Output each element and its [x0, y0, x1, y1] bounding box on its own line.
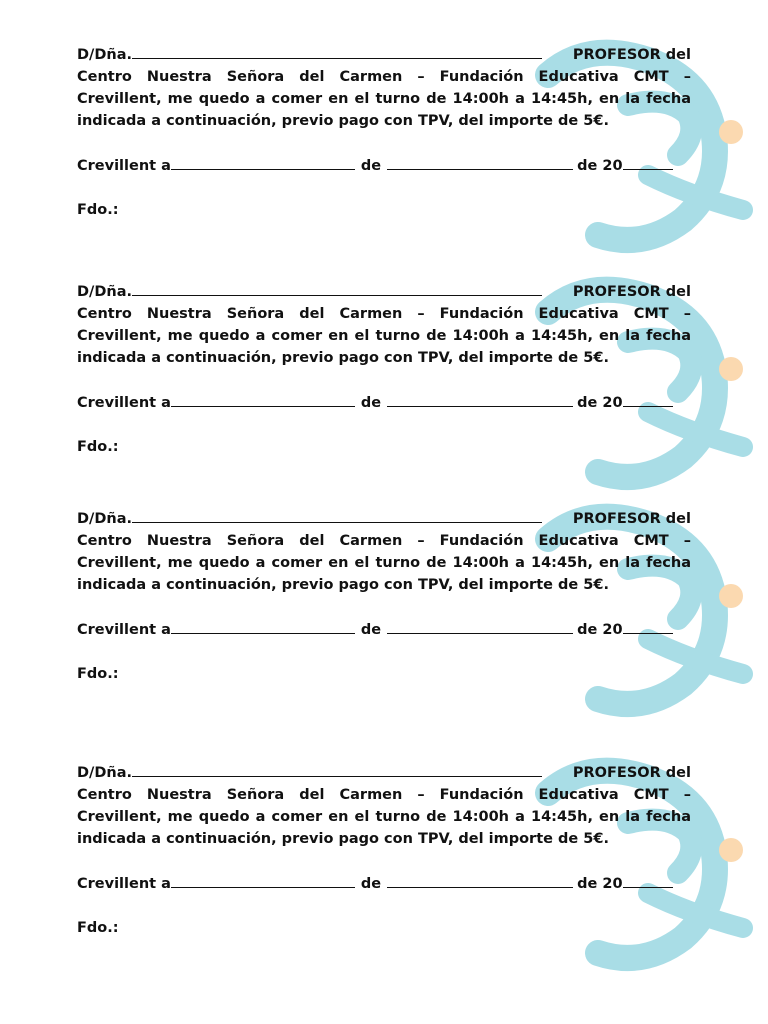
date-de: de: [360, 158, 382, 174]
profesor-label: PROFESOR del: [572, 511, 691, 527]
date-prefix: Crevillent a: [77, 158, 171, 174]
coupon-text: [77, 280, 691, 458]
dna-label: D/Dña.: [77, 47, 132, 63]
signature-label: Fdo.:: [77, 920, 119, 936]
date-year: de 20: [577, 158, 623, 174]
dna-label: D/Dña.: [77, 765, 132, 781]
name-blank: [132, 761, 542, 777]
month-blank: [387, 154, 573, 170]
coupon-3: [0, 499, 768, 729]
year-blank: [623, 154, 673, 170]
year-blank: [623, 618, 673, 634]
signature-label: Fdo.:: [77, 439, 119, 455]
name-line: [77, 507, 691, 530]
date-line: [77, 154, 691, 177]
date-de: de: [360, 876, 382, 892]
day-blank: [171, 391, 355, 407]
centro-line: Centro Nuestra Señora del Carmen – Fundación Educativa CMT –: [77, 787, 691, 803]
turno-line: Crevillent, me quedo a comer en el turno de 14:00h a 14:45h, en la fecha: [77, 328, 691, 344]
turno-line: Crevillent, me quedo a comer en el turno de 14:00h a 14:45h, en la fecha: [77, 91, 691, 107]
coupon-text: [77, 43, 691, 221]
date-line: [77, 618, 691, 641]
name-blank: [132, 43, 542, 59]
name-line: [77, 280, 691, 303]
coupon-text: [77, 761, 691, 939]
profesor-label: PROFESOR del: [572, 765, 691, 781]
centro-line: Centro Nuestra Señora del Carmen – Fundación Educativa CMT –: [77, 533, 691, 549]
coupon-text: [77, 507, 691, 685]
centro-line: Centro Nuestra Señora del Carmen – Fundación Educativa CMT –: [77, 69, 691, 85]
signature-label: Fdo.:: [77, 202, 119, 218]
month-blank: [387, 618, 573, 634]
date-line: [77, 391, 691, 414]
name-blank: [132, 507, 542, 523]
coupon-4: [0, 753, 768, 983]
importe-line: indicada a continuación, previo pago con TPV, del importe de 5€.: [77, 350, 609, 366]
name-blank: [132, 280, 542, 296]
dna-label: D/Dña.: [77, 284, 132, 300]
date-year: de 20: [577, 395, 623, 411]
turno-line: Crevillent, me quedo a comer en el turno de 14:00h a 14:45h, en la fecha: [77, 809, 691, 825]
centro-line: Centro Nuestra Señora del Carmen – Fundación Educativa CMT –: [77, 306, 691, 322]
importe-line: indicada a continuación, previo pago con TPV, del importe de 5€.: [77, 831, 609, 847]
month-blank: [387, 391, 573, 407]
profesor-label: PROFESOR del: [572, 284, 691, 300]
importe-line: indicada a continuación, previo pago con TPV, del importe de 5€.: [77, 113, 609, 129]
date-de: de: [360, 622, 382, 638]
year-blank: [623, 391, 673, 407]
date-line: [77, 872, 691, 895]
importe-line: indicada a continuación, previo pago con TPV, del importe de 5€.: [77, 577, 609, 593]
name-line: [77, 761, 691, 784]
date-prefix: Crevillent a: [77, 876, 171, 892]
day-blank: [171, 872, 355, 888]
date-de: de: [360, 395, 382, 411]
date-prefix: Crevillent a: [77, 622, 171, 638]
coupon-1: [0, 35, 768, 265]
date-prefix: Crevillent a: [77, 395, 171, 411]
day-blank: [171, 618, 355, 634]
signature-label: Fdo.:: [77, 666, 119, 682]
profesor-label: PROFESOR del: [572, 47, 691, 63]
coupon-2: [0, 272, 768, 502]
dna-label: D/Dña.: [77, 511, 132, 527]
name-line: [77, 43, 691, 66]
day-blank: [171, 154, 355, 170]
date-year: de 20: [577, 622, 623, 638]
year-blank: [623, 872, 673, 888]
date-year: de 20: [577, 876, 623, 892]
turno-line: Crevillent, me quedo a comer en el turno de 14:00h a 14:45h, en la fecha: [77, 555, 691, 571]
month-blank: [387, 872, 573, 888]
